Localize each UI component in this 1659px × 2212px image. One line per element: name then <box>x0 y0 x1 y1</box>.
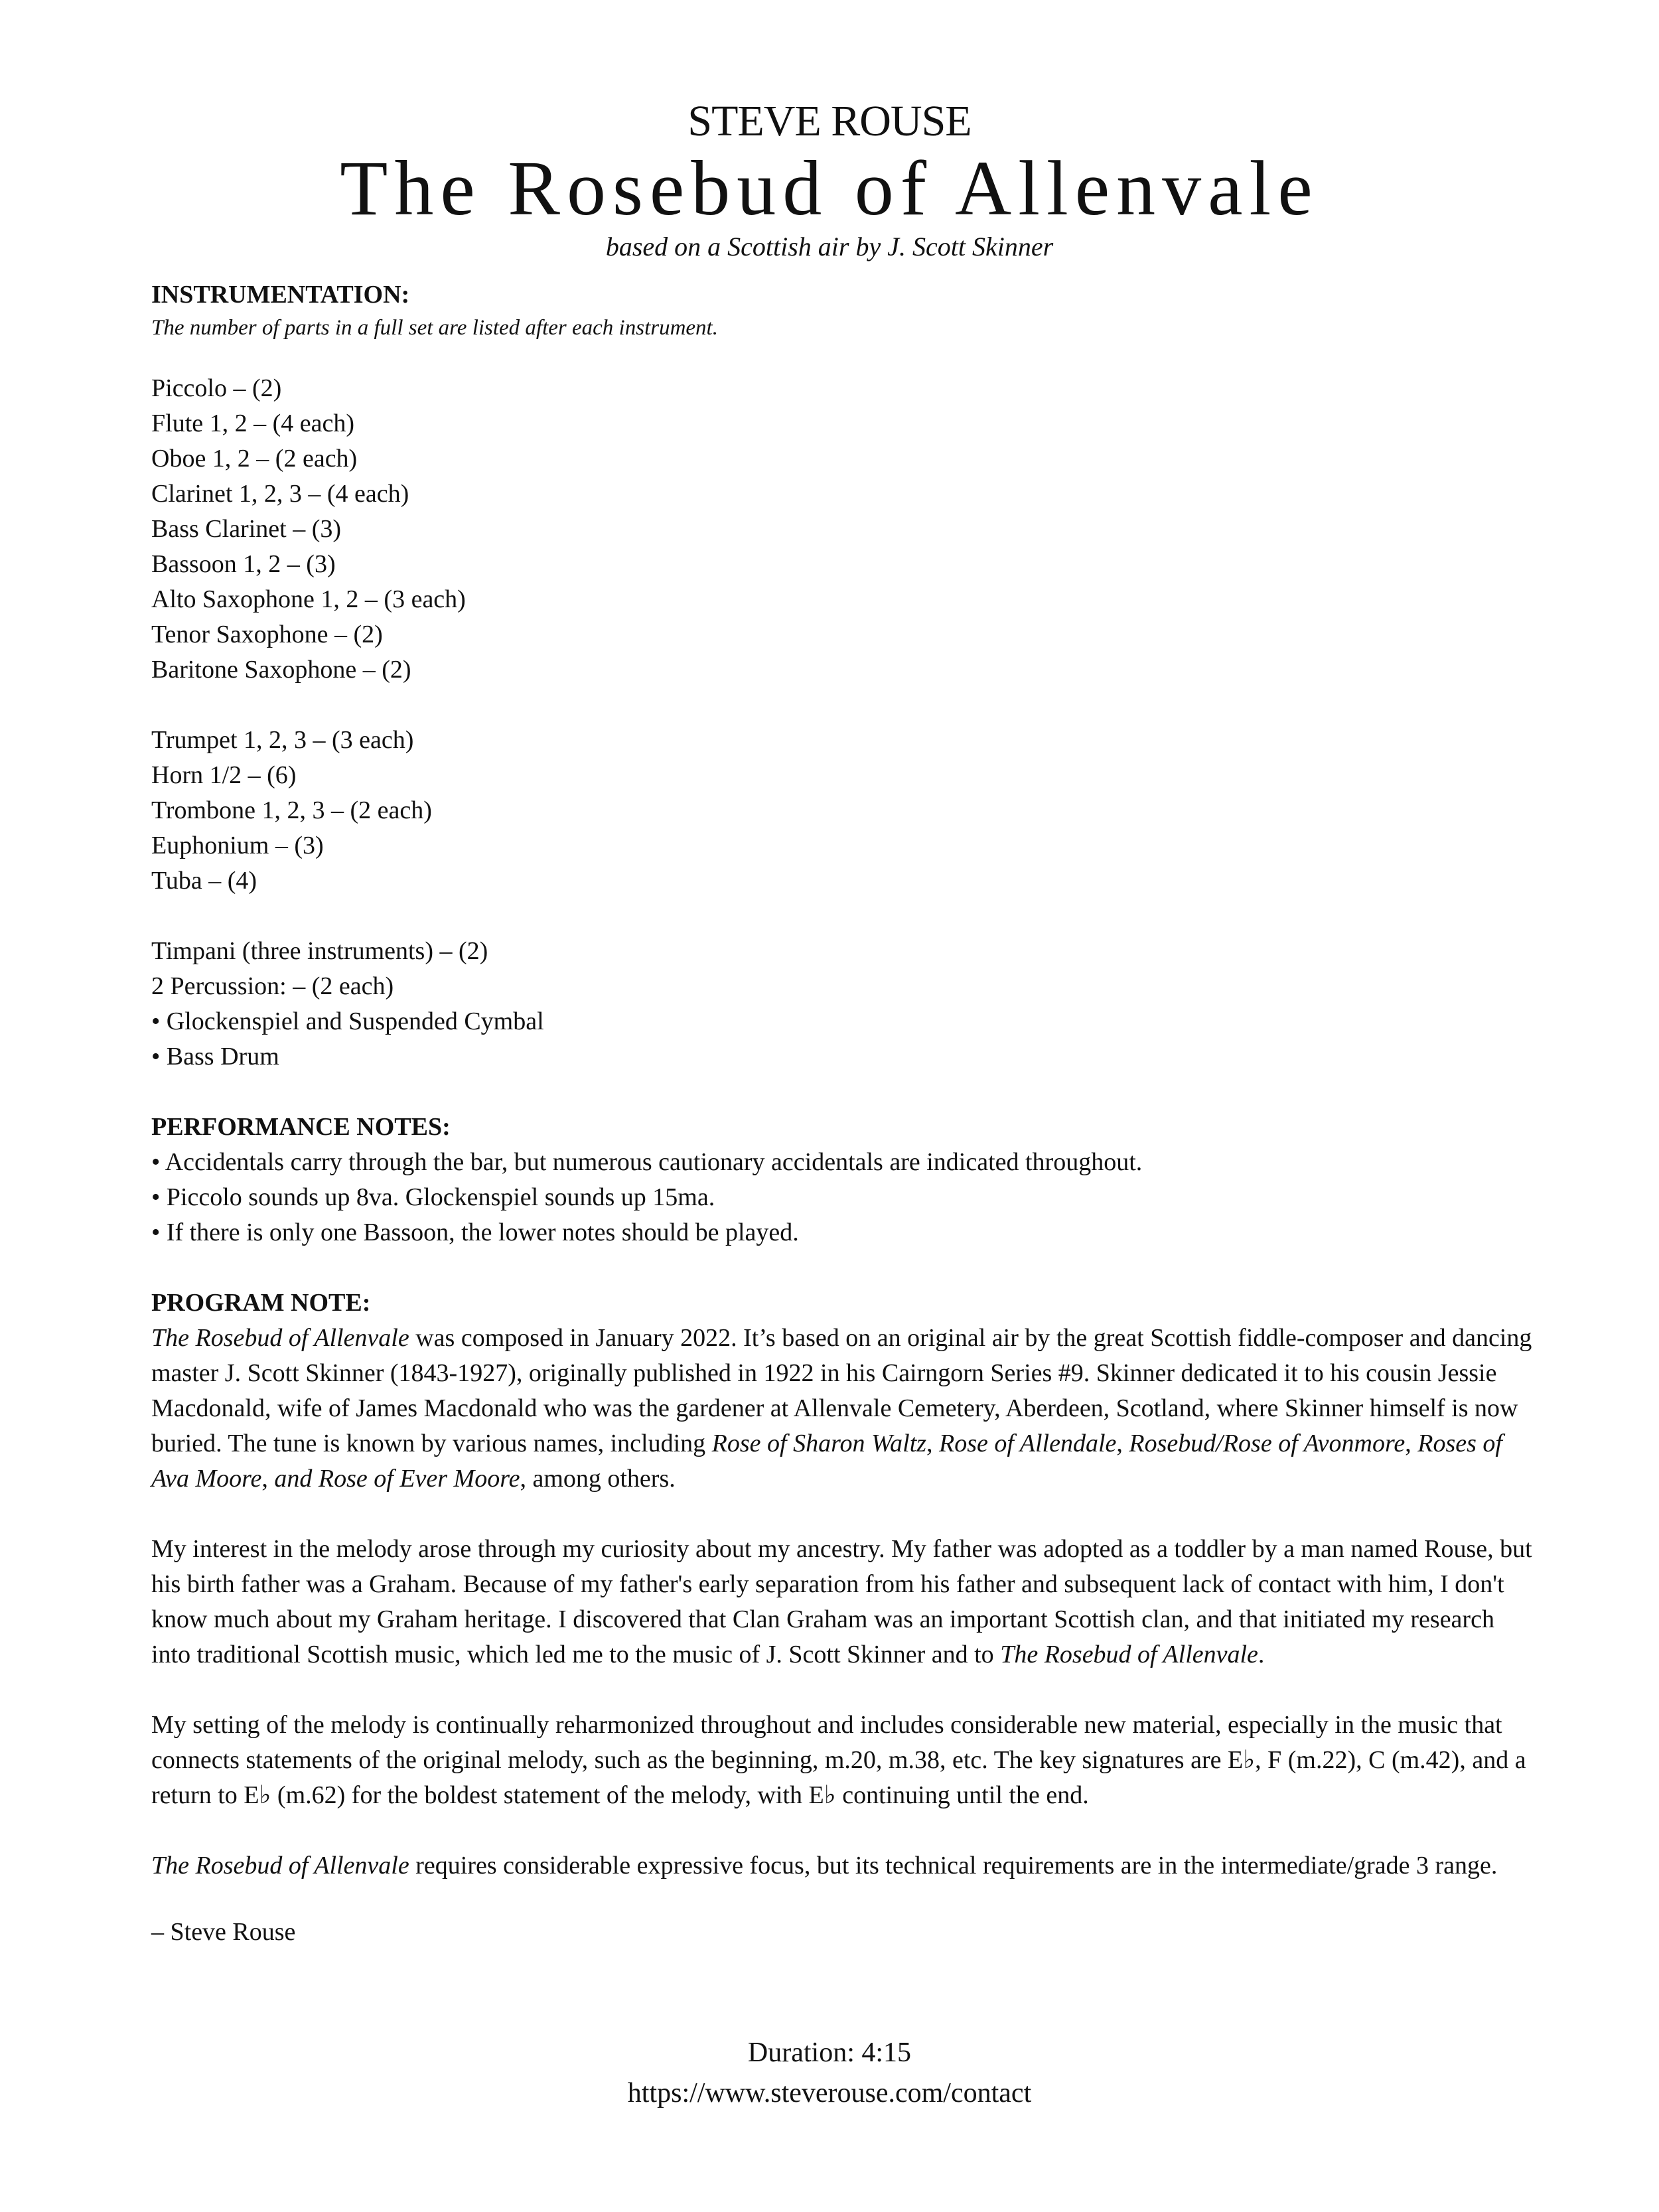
contact-url: https://www.steverouse.com/contact <box>627 2078 1032 2108</box>
instrument-line: Alto Saxophone 1, 2 – (3 each) <box>151 585 466 613</box>
performance-notes-heading: PERFORMANCE NOTES: <box>151 1113 451 1141</box>
instrumentation-heading: INSTRUMENTATION: <box>151 281 410 309</box>
instrument-line: Trumpet 1, 2, 3 – (3 each) <box>151 726 414 754</box>
program-note-paragraph-4: The Rosebud of Allenvale requires considerable expressive focus, but its technical requirements are in the intermediate/grade 3 range. <box>151 1852 1498 1880</box>
performance-note: • If there is only one Bassoon, the lower notes should be played. <box>151 1218 799 1246</box>
instrument-line: Clarinet 1, 2, 3 – (4 each) <box>151 480 409 508</box>
woodwinds-list <box>151 371 1538 688</box>
main-content <box>151 277 1538 1950</box>
instrument-line: • Glockenspiel and Suspended Cymbal <box>151 1007 544 1035</box>
alt-title: Roses of Ava Moore <box>151 1430 1502 1493</box>
work-title-ref: The Rosebud of Allenvale <box>1000 1641 1258 1668</box>
program-note-paragraph-3: My setting of the melody is continually reharmonized throughout and includes considerable new material, especially in the music that connects statements of the original melody, such as the beginning, m.20, m.38, etc. The key signatures are E♭, F (m.22), C (m.42), and a return to E♭ (m.62) for the boldest statement of the melody, with E♭ continuing until the end. <box>151 1711 1526 1809</box>
program-note-heading: PROGRAM NOTE: <box>151 1289 371 1317</box>
composer-name: STEVE ROUSE <box>687 97 972 145</box>
brass-list <box>151 723 1538 899</box>
instrument-line: Flute 1, 2 – (4 each) <box>151 409 355 437</box>
work-title: The Rosebud of Allenvale <box>340 145 1319 232</box>
alt-title: Rose of Sharon Waltz <box>711 1430 927 1457</box>
instrumentation-note: The number of parts in a full set are listed after each instrument. <box>151 316 718 340</box>
work-title-ref: The Rosebud of Allenvale <box>151 1324 409 1352</box>
instrument-line: Timpani (three instruments) – (2) <box>151 937 488 965</box>
instrument-line: Euphonium – (3) <box>151 832 324 859</box>
duration: Duration: 4:15 <box>747 2037 912 2068</box>
instrument-line: Oboe 1, 2 – (2 each) <box>151 445 358 473</box>
instrument-line: Tenor Saxophone – (2) <box>151 621 383 648</box>
instrument-line: 2 Percussion: – (2 each) <box>151 972 394 1000</box>
instrument-line: Tuba – (4) <box>151 867 257 895</box>
signature: – Steve Rouse <box>151 1918 296 1946</box>
work-subtitle: based on a Scottish air by J. Scott Skinner <box>605 232 1054 261</box>
instrument-line: • Bass Drum <box>151 1043 279 1070</box>
percussion-list <box>151 934 1538 1074</box>
program-note-paragraph-1: The Rosebud of Allenvale was composed in January 2022. It’s based on an original air by the great Scottish fiddle-composer and dancing master J. Scott Skinner (1843-1927), originally published in 1922 in his Cairngorn Series #9. Skinner dedicated it to his cousin Jessie Macdonald, wife of James Macdonald who was the gardener at Allenvale Cemetery, Aberdeen, Scotland, where Skinner himself is now buried. The tune is known by various names, including Rose of Sharon Waltz, Rose of Allendale, Rosebud/Rose of Avonmore, Roses of Ava Moore, and Rose of Ever Moore, among others. <box>151 1324 1532 1493</box>
performance-note: • Accidentals carry through the bar, but numerous cautionary accidentals are indicated throughout. <box>151 1148 1143 1176</box>
instrument-line: Trombone 1, 2, 3 – (2 each) <box>151 796 432 824</box>
performance-note: • Piccolo sounds up 8va. Glockenspiel sounds up 15ma. <box>151 1183 715 1211</box>
instrument-line: Baritone Saxophone – (2) <box>151 656 411 684</box>
alt-title: and Rose of Ever Moore <box>274 1465 520 1493</box>
instrument-line: Piccolo – (2) <box>151 374 282 402</box>
performance-notes-list <box>151 1145 1538 1250</box>
alt-title: Rosebud/Rose of Avonmore <box>1129 1430 1406 1457</box>
instrument-line: Horn 1/2 – (6) <box>151 761 297 789</box>
instrument-line: Bass Clarinet – (3) <box>151 515 342 543</box>
instrument-line: Bassoon 1, 2 – (3) <box>151 550 336 578</box>
work-title-ref: The Rosebud of Allenvale <box>151 1852 409 1880</box>
alt-title: Rose of Allendale <box>939 1430 1117 1457</box>
program-note-paragraph-2: My interest in the melody arose through my curiosity about my ancestry. My father was adopted as a toddler by a man named Rouse, but his birth father was a Graham. Because of my father's early separation from his father and subsequent lack of contact with him, I don't know much about my Graham heritage. I discovered that Clan Graham was an important Scottish clan, and that initiated my research into traditional Scottish music, which led me to the music of J. Scott Skinner and to The Rosebud of Allenvale. <box>151 1535 1532 1668</box>
